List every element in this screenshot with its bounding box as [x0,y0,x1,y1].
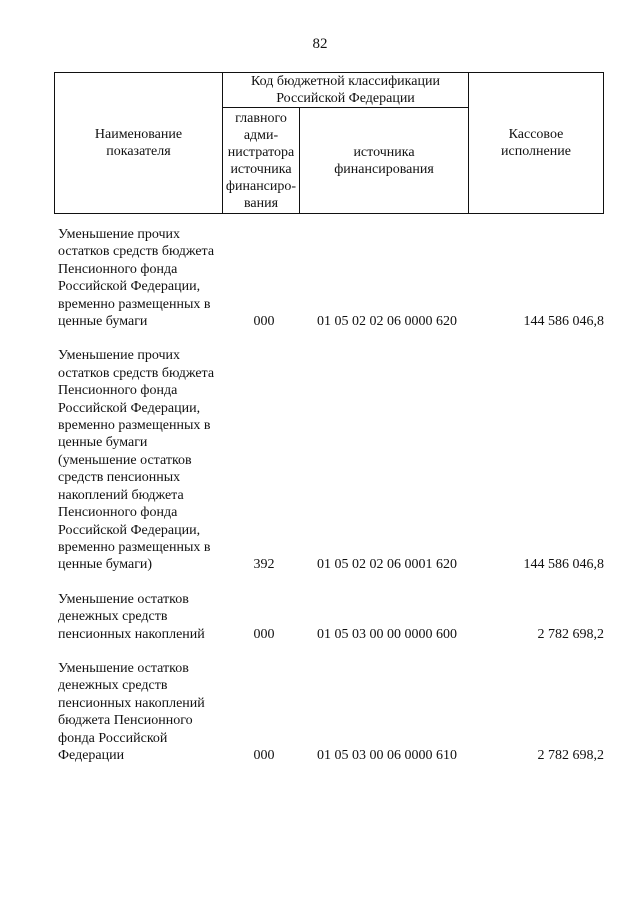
page-number: 82 [312,36,328,52]
row-amount: 144 586 046,8 [523,557,604,573]
header-name-column: Наименование показателя [94,127,183,159]
row-amount: 2 782 698,2 [537,747,604,763]
row-source-code: 01 05 02 02 06 0001 620 [317,557,457,573]
row-amount: 2 782 698,2 [537,626,604,642]
header-code-group: Код бюджетной классификации Российской Федерации [251,74,440,106]
row-amount: 144 586 046,8 [523,314,604,330]
row-admin-code: 392 [253,557,275,573]
row-admin-code: 000 [253,626,275,642]
table-body [54,226,604,781]
row-source-code: 01 05 03 00 06 0000 610 [317,747,457,763]
row-name: Уменьшение остатков денежных средств пенсионных накоплений бюджета Пенсионного фонда Российской Федерации [58,660,205,763]
table-row [54,660,604,764]
table-row [54,226,604,330]
row-admin-code: 000 [253,747,275,763]
row-source-code: 01 05 02 02 06 0000 620 [317,314,457,330]
row-admin-code: 000 [253,314,275,330]
table-row [54,347,604,573]
row-name: Уменьшение прочих остатков средств бюджета Пенсионного фонда Российской Федерации, временно размещенных в ценные бумаги (уменьшение остатков средств пенсионных накоплений бюджета Пенсионного фонда Российской Федерации, временно размещенных в ценные бумаги) [58,348,215,573]
row-name: Уменьшение остатков денежных средств пенсионных накоплений [58,591,205,642]
header-border-bottom [54,213,604,214]
row-source-code: 01 05 03 00 00 0000 600 [317,626,457,642]
header-border-right [603,72,604,214]
row-name: Уменьшение прочих остатков средств бюджета Пенсионного фонда Российской Федерации, временно размещенных в ценные бумаги [58,227,215,330]
header-source-column: источника финансирования [334,144,434,177]
header-amount-column: Кассовое исполнение [501,127,571,159]
table-header [54,72,604,214]
header-admin-column: главного адми- нистратора источника финансиро- вания [225,110,297,211]
table-row [54,591,604,643]
